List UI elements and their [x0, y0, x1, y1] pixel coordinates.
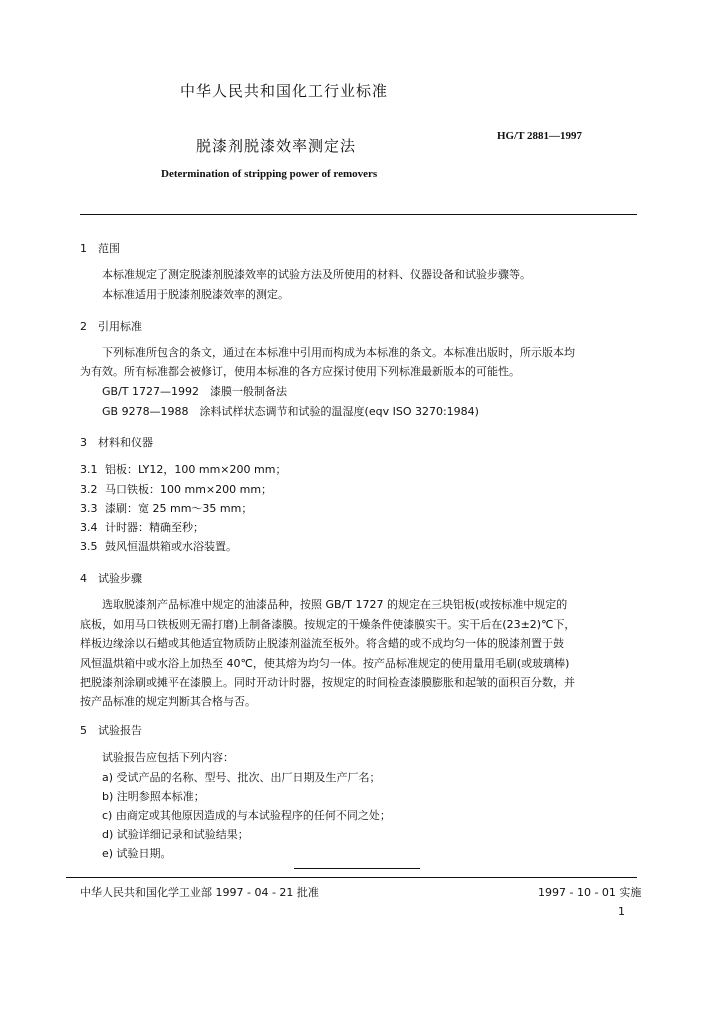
item-number: 3.4	[80, 521, 98, 534]
item-text: 马口铁板：100 mm×200 mm；	[105, 483, 273, 496]
list-item	[80, 499, 252, 518]
section-4-line: 样板边缘涂以石蜡或其他适宜物质防止脱漆剂溢流至板外。将含蜡的或不成均匀一体的脱漆剂置于鼓	[80, 637, 564, 650]
list-item: e) 试验日期。	[102, 847, 172, 860]
section-2-heading: 2 引用标准	[80, 320, 142, 333]
list-item: b) 注明参照本标准；	[102, 790, 205, 803]
section-1-para-1: 本标准规定了测定脱漆剂脱漆效率的试验方法及所使用的材料、仪器设备和试验步骤等。	[102, 268, 531, 281]
list-item: d) 试验详细记录和试验结果；	[102, 828, 249, 841]
approval-date: 中华人民共和国化学工业部 1997 - 04 - 21 批准	[80, 886, 319, 899]
section-4-line: 按产品标准的规定判断其合格与否。	[80, 695, 256, 708]
list-item	[80, 480, 272, 499]
item-text: 计时器：精确至秒；	[105, 521, 204, 534]
section-2-para-line-2: 为有效。所有标准都会被修订，使用本标准的各方应探讨使用下列标准最新版本的可能性。	[80, 365, 520, 378]
end-divider	[294, 868, 420, 869]
list-item: a) 受试产品的名称、型号、批次、出厂日期及生产厂名；	[102, 771, 381, 784]
section-4-heading: 4 试验步骤	[80, 572, 142, 585]
issuing-body: 中华人民共和国化工行业标准	[180, 82, 389, 100]
item-number: 3.3	[80, 502, 98, 515]
section-4-line: 选取脱漆剂产品标准中规定的油漆品种，按照 GB/T 1727 的规定在三块铝板(或按标准中规定的	[102, 598, 568, 611]
list-item	[80, 537, 237, 556]
item-number: 3.1	[80, 463, 98, 476]
section-1-para-2: 本标准适用于脱漆剂脱漆效率的测定。	[102, 288, 289, 301]
list-item	[80, 518, 204, 537]
reference-gb-9278: GB 9278—1988 涂料试样状态调节和试验的温湿度(eqv ISO 3270:1984)	[102, 405, 479, 418]
list-item: c) 由商定或其他原因造成的与本试验程序的任何不同之处；	[102, 809, 391, 822]
item-number: 3.2	[80, 483, 98, 496]
section-5-intro: 试验报告应包括下列内容：	[102, 751, 234, 764]
section-4-line: 风恒温烘箱中或水浴上加热至 40℃，使其熔为均匀一体。按产品标准规定的使用量用毛刷(或玻璃棒)	[80, 657, 570, 670]
document-title-en: Determination of stripping power of removers	[161, 168, 378, 180]
item-text: 鼓风恒温烘箱或水浴装置。	[105, 540, 237, 553]
list-item	[80, 460, 286, 479]
effective-date: 1997 - 10 - 01 实施	[538, 886, 642, 899]
standard-code: HG/T 2881—1997	[497, 130, 583, 142]
section-3-heading: 3 材料和仪器	[80, 436, 153, 449]
reference-gb-t-1727: GB/T 1727—1992 漆膜一般制备法	[102, 385, 287, 398]
item-text: 铝板：LY12，100 mm×200 mm；	[105, 463, 287, 476]
section-1-heading: 1 范围	[80, 242, 120, 255]
document-title-cn: 脱漆剂脱漆效率测定法	[196, 137, 357, 155]
section-5-heading: 5 试验报告	[80, 724, 142, 737]
section-2-para-line-1: 下列标准所包含的条文，通过在本标准中引用而构成为本标准的条文。本标准出版时，所示版本均	[102, 346, 575, 359]
header-divider	[80, 214, 637, 215]
item-text: 漆刷：宽 25 mm～35 mm；	[105, 502, 253, 515]
section-4-line: 底板，如用马口铁板则无需打磨)上制备漆膜。按规定的干燥条件使漆膜实干。实干后在(23±2)℃下，	[80, 618, 576, 631]
page-number: 1	[618, 905, 625, 918]
item-number: 3.5	[80, 540, 98, 553]
footer-divider	[66, 877, 637, 878]
section-4-line: 把脱漆剂涂刷或摊平在漆膜上。同时开动计时器，按规定的时间检查漆膜膨胀和起皱的面积百分数，并	[80, 676, 575, 689]
